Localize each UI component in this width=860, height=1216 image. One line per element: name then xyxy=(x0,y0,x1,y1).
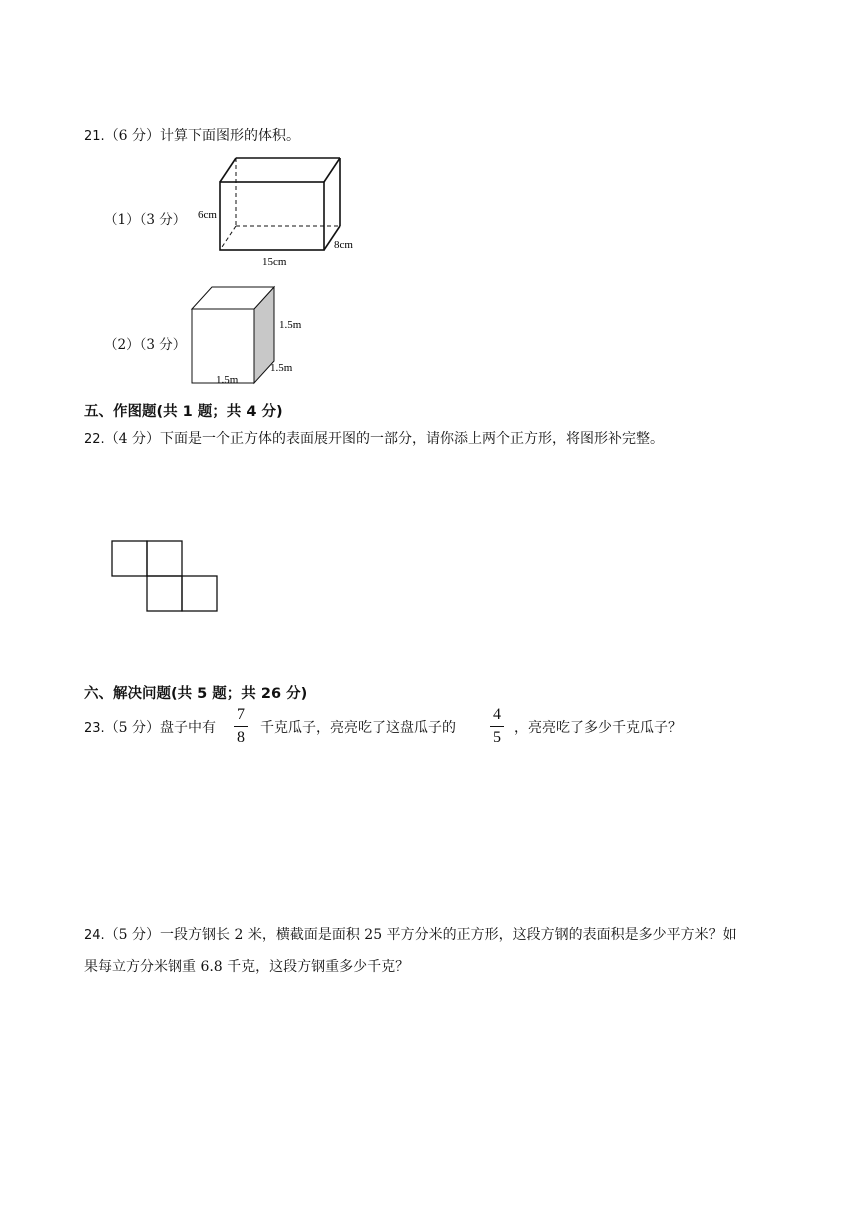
fraction-numerator: 4 xyxy=(493,706,501,723)
question-text: （4 分）下面是一个正方体的表面展开图的一部分，请你添上两个正方形，将图形补完整。 xyxy=(104,431,665,447)
cube-side-label: 1.5m xyxy=(279,319,302,331)
cuboid-length-label: 15cm xyxy=(262,256,287,268)
cuboid-width-label: 8cm xyxy=(334,239,353,251)
fraction-four-fifths xyxy=(487,705,507,748)
fraction-denominator: 5 xyxy=(493,729,501,746)
question-text-b: 千克瓜子，亮亮吃了这盘瓜子的 xyxy=(260,720,456,736)
cube-depth-label: 1.5m xyxy=(270,362,293,374)
question-number: 24. xyxy=(84,928,105,943)
part-2-label: （2）（3 分） xyxy=(104,337,187,353)
question-text-line-2: 果每立方分米钢重 6.8 千克，这段方钢重多少千克？ xyxy=(84,959,410,975)
question-text-c: ，亮亮吃了多少千克瓜子？ xyxy=(514,720,682,736)
question-text-line-1: （5 分）一段方钢长 2 米，横截面是面积 25 平方分米的正方形，这段方钢的表面积是多少平方米？如 xyxy=(104,927,737,943)
question-number: 21. xyxy=(84,129,105,144)
question-text-a: （5 分）盘子中有 xyxy=(104,720,217,736)
question-21 xyxy=(84,125,300,145)
question-24 xyxy=(84,924,737,944)
net-square xyxy=(112,541,147,576)
fraction-denominator: 8 xyxy=(237,729,245,746)
fraction-seven-eighths xyxy=(231,705,251,748)
net-square xyxy=(147,541,182,576)
section-6-title: 六、解决问题(共 5 题；共 26 分) xyxy=(84,686,308,702)
section-5-title: 五、作图题(共 1 题；共 4 分) xyxy=(84,404,283,420)
net-square xyxy=(147,576,182,611)
cuboid-height-label: 6cm xyxy=(198,209,217,221)
question-text: （6 分）计算下面图形的体积。 xyxy=(104,128,301,144)
fraction-numerator: 7 xyxy=(237,706,245,723)
question-number: 23. xyxy=(84,721,105,736)
cube-net-figure xyxy=(110,539,222,613)
cube-figure xyxy=(186,283,322,391)
part-1-label: （1）（3 分） xyxy=(104,212,187,228)
question-23 xyxy=(84,717,216,737)
cube-bottom-label: 1.5m xyxy=(216,374,239,386)
question-22 xyxy=(84,428,664,448)
cuboid-figure xyxy=(196,154,386,270)
question-number: 22. xyxy=(84,432,105,447)
net-square xyxy=(182,576,217,611)
